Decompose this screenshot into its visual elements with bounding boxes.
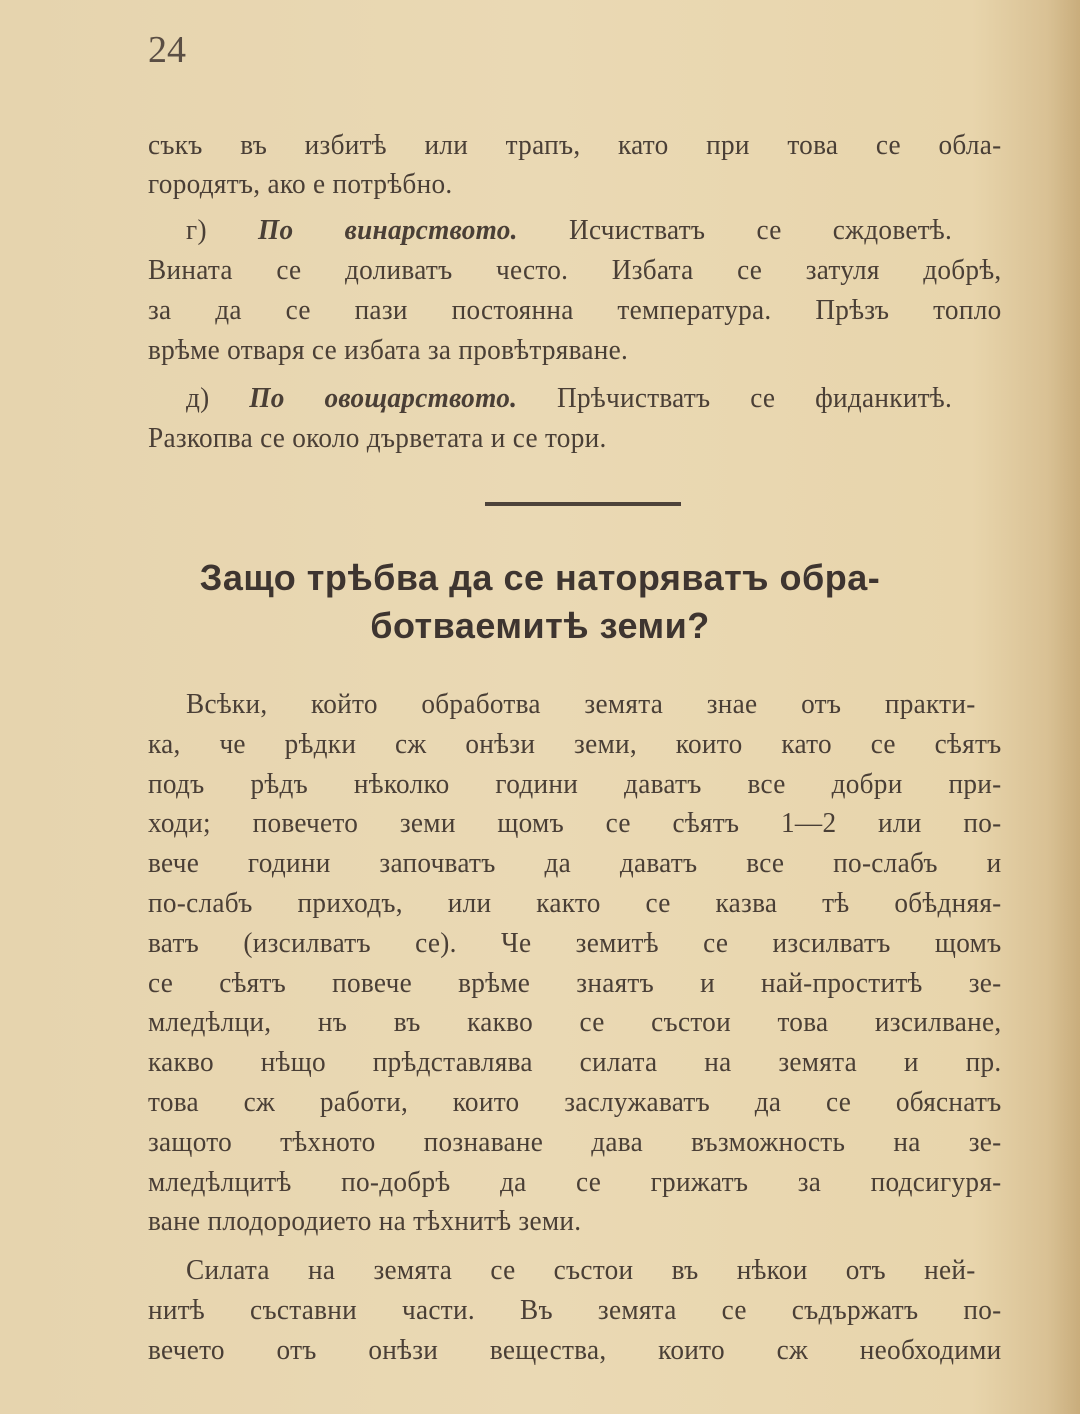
text-line: нитѣ съставни части. Въ земята се съдържатъ по- [148, 1294, 1002, 1326]
text-line: се сѣятъ повече врѣме знаятъ и най-проститѣ зе- [148, 966, 1002, 999]
text-line: Силата на земята се състои въ нѣкои отъ ней- [186, 1254, 976, 1286]
section-divider [485, 502, 681, 506]
section-g-title: По винарството. [258, 214, 518, 246]
text-line: городятъ, ако е потрѣбно. [148, 168, 453, 200]
text-line: ватъ (изсилватъ се). Че земитѣ се изсилватъ щомъ [148, 926, 1002, 959]
text-line: ходи; повечето земи щомъ се сѣятъ 1—2 или по- [148, 807, 1002, 840]
text-line: мледѣлцитѣ по-добрѣ да се грижатъ за подсигуря- [148, 1165, 1002, 1198]
text-line: по-слабъ приходъ, или както се казва тѣ обѣдняя- [148, 887, 1002, 919]
section-heading: Защо трѣбва да се наторяватъ обра- [199, 557, 881, 598]
text-line: Вината се доливатъ често. Избата се затуля добрѣ, [148, 254, 1002, 286]
section-d-line [186, 380, 952, 416]
text-line: вече години започватъ да даватъ все по-слабъ и [148, 847, 1002, 880]
text-line: мледѣлци, нъ въ какво се състои това изсилване, [148, 1006, 1002, 1039]
text-line: ване плодородието на тѣхнитѣ земи. [148, 1205, 582, 1238]
section-d-label: д) [186, 382, 210, 414]
section-heading: ботваемитѣ земи? [370, 605, 710, 646]
text-line: Прѣчистватъ се фиданкитѣ. [556, 382, 953, 414]
text-line: защото тѣхното познаване дава възможность на зе- [148, 1125, 1002, 1158]
text-line: какво нѣщо прѣдставлява силата на земята и пр. [148, 1046, 1002, 1079]
page-number: 24 [148, 29, 186, 71]
text-line: за да се пази постоянна температура. Прѣзъ топло [148, 294, 1002, 326]
text-line: Всѣки, който обработва земята знае отъ практи- [186, 688, 976, 720]
text-line: врѣме отваря се избата за провѣтряване. [148, 334, 629, 366]
text-line: вечето отъ онѣзи вещества, които сж необходими [148, 1334, 1002, 1366]
text-line: Исчистватъ се сждоветѣ. [568, 214, 953, 246]
section-d-title: По овощарството. [249, 382, 518, 414]
text-line: подъ рѣдъ нѣколко години даватъ все добри при- [148, 767, 1002, 800]
section-g-line [186, 212, 952, 248]
text-line: Разкопва се около дърветата и се тори. [148, 422, 607, 454]
section-g-label: г) [186, 214, 207, 246]
text-line: ка, че рѣдки сж онѣзи земи, които като се сѣятъ [148, 727, 1002, 760]
text-line: съкъ въ избитѣ или трапъ, като при това се обла- [148, 129, 1002, 161]
text-line: това сж работи, които заслужаватъ да се обяснатъ [148, 1086, 1002, 1118]
